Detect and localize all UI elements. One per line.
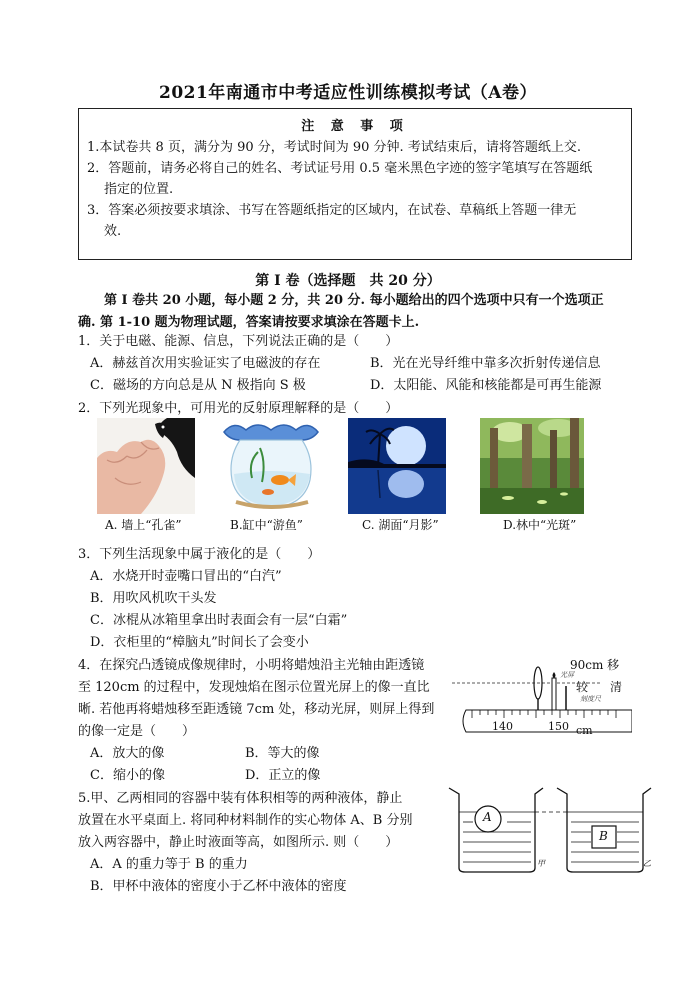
q5-fig-object-b: B	[599, 829, 608, 843]
lake-moon-photo	[348, 418, 446, 514]
q5-stem-line-2: 放置在水平桌面上. 将同种材料制作的实心物体 A、B 分别	[78, 813, 413, 828]
forest-photo	[480, 418, 584, 514]
section-heading: 第 I 卷（选择题 共 20 分）	[255, 273, 441, 289]
q4-fig-side-text-2: 清	[610, 680, 623, 694]
notice-item-2: 2．答题前，请务必将自己的姓名、考试证号用 0.5 毫米黑色字迹的签字笔填写在答题纸	[87, 161, 593, 176]
q4-option-a: A．放大的像	[90, 746, 165, 761]
q2-caption-c: C. 湖面“月影”	[362, 518, 439, 532]
q5-option-a: A．A 的重力等于 B 的重力	[90, 857, 248, 872]
lens-bench-figure	[452, 650, 632, 750]
notice-item-1: 1.本试卷共 8 页，满分为 90 分，考试时间为 90 分钟. 考试结束后，请将答题纸上交.	[87, 140, 581, 155]
q5-stem-line-3: 放入两容器中，静止时液面等高，如图所示. 则（ ）	[78, 835, 399, 850]
q3-option-d: D．衣柜里的“樟脑丸”时间长了会变小	[90, 635, 309, 650]
notice-item-3: 3．答案必须按要求填涂、书写在答题纸指定的区域内，在试卷、草稿纸上答题一律无	[87, 203, 577, 218]
q3-stem: 3．下列生活现象中属于液化的是（ ）	[78, 547, 321, 562]
q4-stem-line-4: 的像一定是（ ）	[78, 724, 196, 739]
q1-option-c: C．磁场的方向总是从 N 极指向 S 极	[90, 378, 306, 393]
q1-option-d: D．太阳能、风能和核能都是可再生能源	[370, 378, 602, 393]
q4-stem-line-1: 4．在探究凸透镜成像规律时，小明将蜡烛沿主光轴由距透镜	[78, 658, 425, 673]
notice-heading: 注 意 事 项	[301, 119, 409, 134]
q2-caption-a: A. 墙上“孔雀”	[105, 518, 182, 532]
q4-stem-line-3: 晰. 若他再将蜡烛移至距透镜 7cm 处，移动光屏，则屏上得到	[78, 702, 435, 717]
q5-fig-label-yi: 乙	[643, 859, 651, 868]
section-intro-1: 第 I 卷共 20 小题，每小题 2 分，共 20 分. 每小题给出的四个选项中只有一个选项正	[104, 293, 604, 308]
q5-fig-label-jia: 甲	[537, 859, 545, 868]
q3-option-a: A．水烧开时壶嘴口冒出的“白汽”	[90, 569, 282, 584]
q5-stem-line-1: 5.甲、乙两相同的容器中装有体积相等的两种液体，静止	[78, 791, 403, 806]
section-intro-2: 确. 第 1-10 题为物理试题，答案请按要求填涂在答题卡上.	[78, 315, 420, 330]
q1-option-a: A．赫兹首次用实验证实了电磁波的存在	[90, 356, 321, 371]
q4-fig-top-text: 90cm 移	[570, 658, 620, 672]
q4-fig-handwritten-2: 刻度尺	[580, 695, 601, 703]
q5-option-b: B．甲杯中液体的密度小于乙杯中液体的密度	[90, 879, 347, 894]
q1-stem: 1．关于电磁、能源、信息，下列说法正确的是（ ）	[78, 334, 399, 349]
notice-item-3-cont: 效.	[104, 224, 122, 239]
hand-shadow-photo	[97, 418, 195, 514]
q4-option-b: B．等大的像	[245, 746, 320, 761]
q2-stem: 2．下列光现象中，可用光的反射原理解释的是（ ）	[78, 401, 399, 416]
q4-stem-line-2: 至 120cm 的过程中，发现烛焰在图示位置光屏上的像一直比	[78, 680, 430, 695]
notice-item-2-cont: 指定的位置.	[104, 182, 174, 197]
fishbowl-photo	[222, 418, 320, 514]
q2-caption-d: D.林中“光斑”	[503, 518, 577, 532]
q1-option-b: B．光在光导纤维中靠多次折射传递信息	[370, 356, 601, 371]
exam-title: 2021年南通市中考适应性训练模拟考试（A卷）	[158, 83, 537, 103]
q4-fig-tick-150: 150	[548, 720, 569, 733]
q4-fig-tick-140: 140	[492, 720, 513, 733]
q4-fig-side-text-1: 较	[576, 680, 589, 694]
q3-option-b: B．用吹风机吹干头发	[90, 591, 217, 606]
q4-option-d: D．正立的像	[245, 768, 321, 783]
notice-box	[78, 108, 632, 260]
q5-fig-object-a: A	[483, 810, 492, 824]
q3-option-c: C．冰棍从冰箱里拿出时表面会有一层“白霜”	[90, 613, 348, 628]
q4-fig-unit: cm	[576, 724, 593, 737]
beakers-figure	[445, 784, 655, 880]
q4-fig-handwritten-1: 光屏	[560, 671, 574, 679]
q4-option-c: C．缩小的像	[90, 768, 165, 783]
q2-caption-b: B.缸中“游鱼”	[230, 518, 303, 532]
